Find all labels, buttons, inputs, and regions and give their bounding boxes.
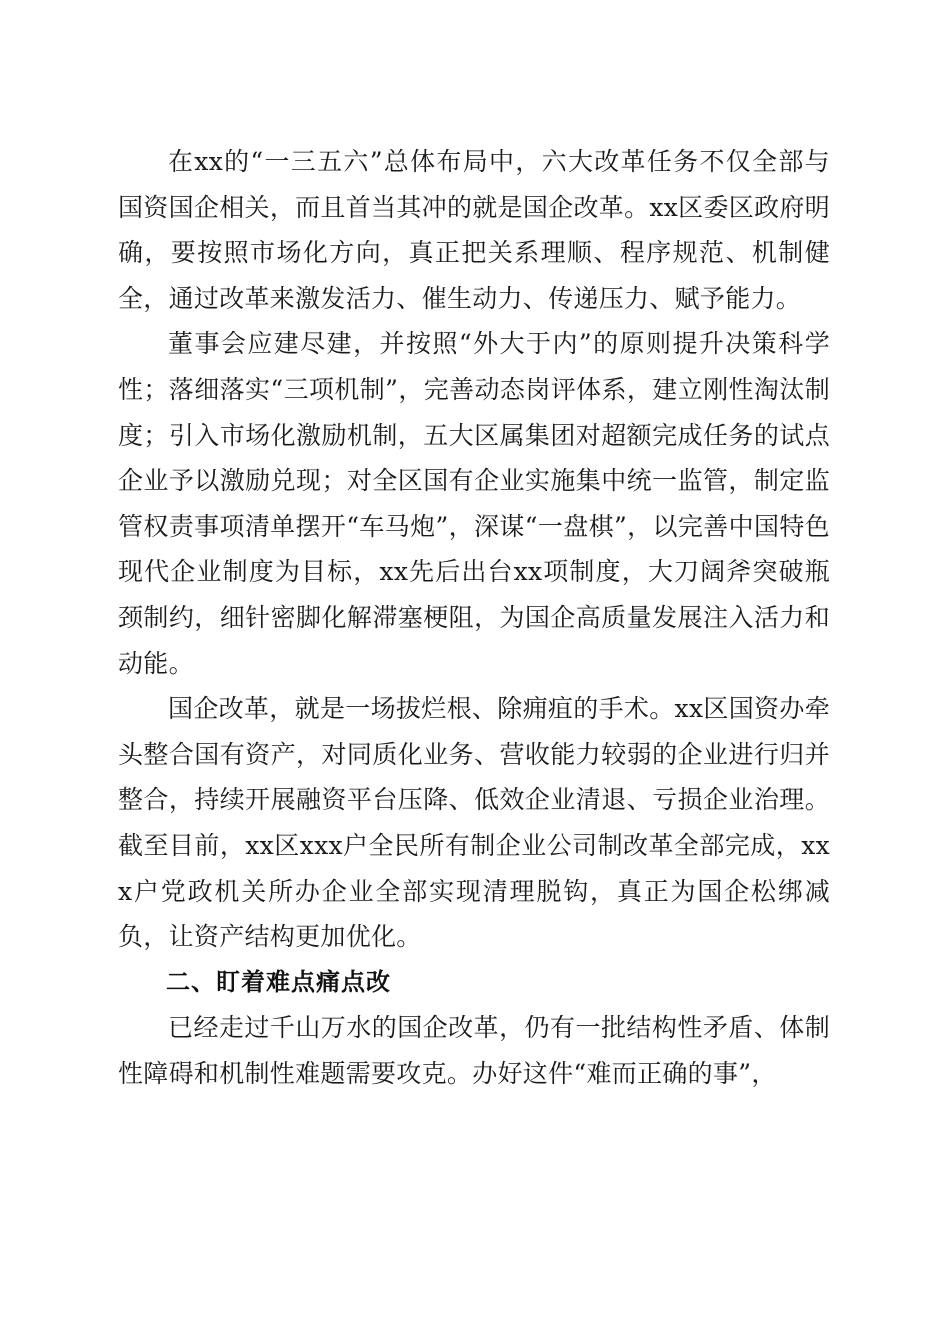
paragraph-2: 董事会应建尽建，并按照“外大于内”的原则提升决策科学性；落细落实“三项机制”，完善动态岗评体系，建立刚性淘汰制度；引入市场化激励机制，五大区属集团对超额完成任务的试点企业予以激励兑现；对全区国有企业实施集中统一监管，制定监管权责事项清单摆开“车马炮”，深谋“一盘棋”，以完善中国特色现代企业制度为目标，xx先后出台xx项制度，大刀阔斧突破瓶颈制约，细针密脚化解滞塞梗阻，为国企高质量发展注入活力和动能。 [118, 329, 830, 678]
paragraph-3: 国企改革，就是一场拔烂根、除痈疽的手术。xx区国资办牵头整合国有资产，对同质化业务、营收能力较弱的企业进行归并整合，持续开展融资平台压降、低效企业清退、亏损企业治理。截至目前，xx区xxx户全民所有制企业公司制改革全部完成，xxx户党政机关所办企业全部实现清理脱钩，真正为国企松绑减负，让资产结构更加优化。 [118, 694, 830, 952]
section-heading: 二、盯着难点痛点改 [166, 967, 391, 996]
document-body [118, 139, 830, 1096]
paragraph-4: 已经走过千山万水的国企改革，仍有一批结构性矛盾、体制性障碍和机制性难题需要攻克。办好这件“难而正确的事”， [118, 1013, 830, 1088]
paragraph-1: 在xx的“一三五六”总体布局中，六大改革任务不仅全部与国资国企相关，而且首当其冲的就是国企改革。xx区委区政府明确，要按照市场化方向，真正把关系理顺、程序规范、机制健全，通过改革来激发活力、催生动力、传递压力、赋予能力。 [118, 147, 830, 313]
